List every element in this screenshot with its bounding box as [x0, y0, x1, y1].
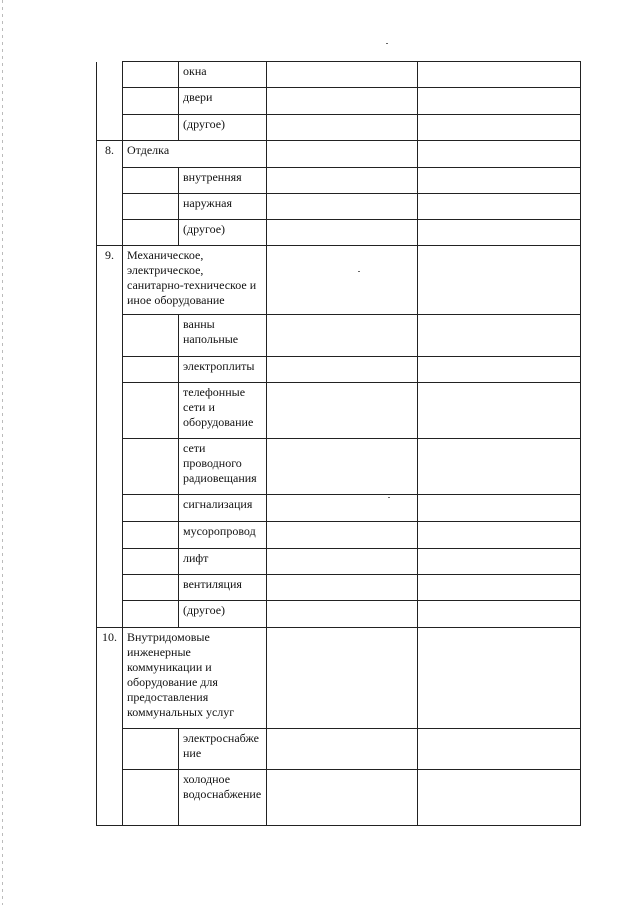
description-cell [267, 522, 418, 549]
section-title: Механическое, электрическое, санитарно-техническое и иное оборудование [123, 246, 267, 315]
table-row [97, 246, 581, 315]
condition-cell [418, 729, 581, 770]
section-cell [123, 729, 179, 770]
description-cell [267, 770, 418, 826]
building-elements-table [96, 61, 581, 826]
section-cell [123, 549, 179, 575]
table-row [97, 315, 581, 357]
row-number [97, 549, 123, 575]
description-cell [267, 62, 418, 88]
element-name: (другое) [179, 601, 267, 628]
element-name: сигнализация [179, 495, 267, 522]
element-name: сети проводного радиовещания [179, 439, 267, 495]
row-number [97, 770, 123, 826]
table-row [97, 357, 581, 383]
row-number [97, 315, 123, 357]
row-number [97, 62, 123, 88]
table-row [97, 62, 581, 88]
condition-cell [418, 194, 581, 220]
section-cell [123, 115, 179, 141]
row-number [97, 601, 123, 628]
description-cell [267, 168, 418, 194]
row-number [97, 575, 123, 601]
element-name: мусоропровод [179, 522, 267, 549]
element-name: электроплиты [179, 357, 267, 383]
section-cell [123, 601, 179, 628]
condition-cell [418, 383, 581, 439]
section-cell [123, 495, 179, 522]
element-name: телефонные сети и оборудование [179, 383, 267, 439]
table-row [97, 220, 581, 246]
section-title: Внутридомовые инженерные коммуникации и оборудование для предоставления коммунальных услуг [123, 628, 267, 729]
condition-cell [418, 115, 581, 141]
condition-cell [418, 220, 581, 246]
table-row [97, 729, 581, 770]
element-name: (другое) [179, 220, 267, 246]
row-number: 10. [97, 628, 123, 729]
table-row [97, 770, 581, 826]
description-cell [267, 115, 418, 141]
condition-cell [418, 770, 581, 826]
element-name: двери [179, 88, 267, 115]
scan-speck [386, 43, 388, 44]
description-cell [267, 88, 418, 115]
row-number [97, 383, 123, 439]
table-row [97, 115, 581, 141]
row-number [97, 439, 123, 495]
description-cell [267, 495, 418, 522]
condition-cell [418, 315, 581, 357]
condition-cell [418, 522, 581, 549]
section-cell [123, 575, 179, 601]
row-number [97, 357, 123, 383]
section-cell [123, 357, 179, 383]
element-name: внутренняя [179, 168, 267, 194]
condition-cell [418, 168, 581, 194]
row-number [97, 168, 123, 194]
table-row [97, 549, 581, 575]
table-row [97, 575, 581, 601]
condition-cell [418, 439, 581, 495]
section-cell [123, 168, 179, 194]
section-cell [123, 522, 179, 549]
section-cell [123, 62, 179, 88]
condition-cell [418, 246, 581, 315]
table-row [97, 601, 581, 628]
table-row [97, 439, 581, 495]
table-row [97, 628, 581, 729]
section-cell [123, 439, 179, 495]
row-number [97, 522, 123, 549]
description-cell [267, 549, 418, 575]
table-body [97, 62, 581, 826]
scan-edge-artifact [2, 0, 3, 905]
element-name: электроснабжение [179, 729, 267, 770]
row-number [97, 729, 123, 770]
section-cell [123, 315, 179, 357]
description-cell [267, 439, 418, 495]
section-cell [123, 194, 179, 220]
row-number [97, 115, 123, 141]
row-number: 9. [97, 246, 123, 315]
condition-cell [418, 357, 581, 383]
description-cell [267, 357, 418, 383]
description-cell [267, 194, 418, 220]
description-cell [267, 383, 418, 439]
condition-cell [418, 62, 581, 88]
element-name: лифт [179, 549, 267, 575]
condition-cell [418, 628, 581, 729]
description-cell [267, 628, 418, 729]
table-row [97, 168, 581, 194]
condition-cell [418, 141, 581, 168]
description-cell [267, 315, 418, 357]
element-name: вентиляция [179, 575, 267, 601]
element-name: окна [179, 62, 267, 88]
description-cell [267, 141, 418, 168]
section-cell [123, 88, 179, 115]
table-row [97, 141, 581, 168]
row-number [97, 220, 123, 246]
description-cell [267, 601, 418, 628]
condition-cell [418, 601, 581, 628]
section-cell [123, 383, 179, 439]
description-cell [267, 246, 418, 315]
condition-cell [418, 88, 581, 115]
condition-cell [418, 495, 581, 522]
description-cell [267, 729, 418, 770]
element-name: (другое) [179, 115, 267, 141]
element-name: ванны напольные [179, 315, 267, 357]
section-cell [123, 770, 179, 826]
table-row [97, 194, 581, 220]
row-number [97, 88, 123, 115]
row-number: 8. [97, 141, 123, 168]
description-cell [267, 220, 418, 246]
row-number [97, 495, 123, 522]
table-row [97, 495, 581, 522]
condition-cell [418, 549, 581, 575]
condition-cell [418, 575, 581, 601]
table-row [97, 88, 581, 115]
description-cell [267, 575, 418, 601]
section-cell [123, 220, 179, 246]
element-name: наружная [179, 194, 267, 220]
table-row [97, 383, 581, 439]
table-row [97, 522, 581, 549]
section-title: Отделка [123, 141, 267, 168]
row-number [97, 194, 123, 220]
element-name: холодное водоснабжение [179, 770, 267, 826]
